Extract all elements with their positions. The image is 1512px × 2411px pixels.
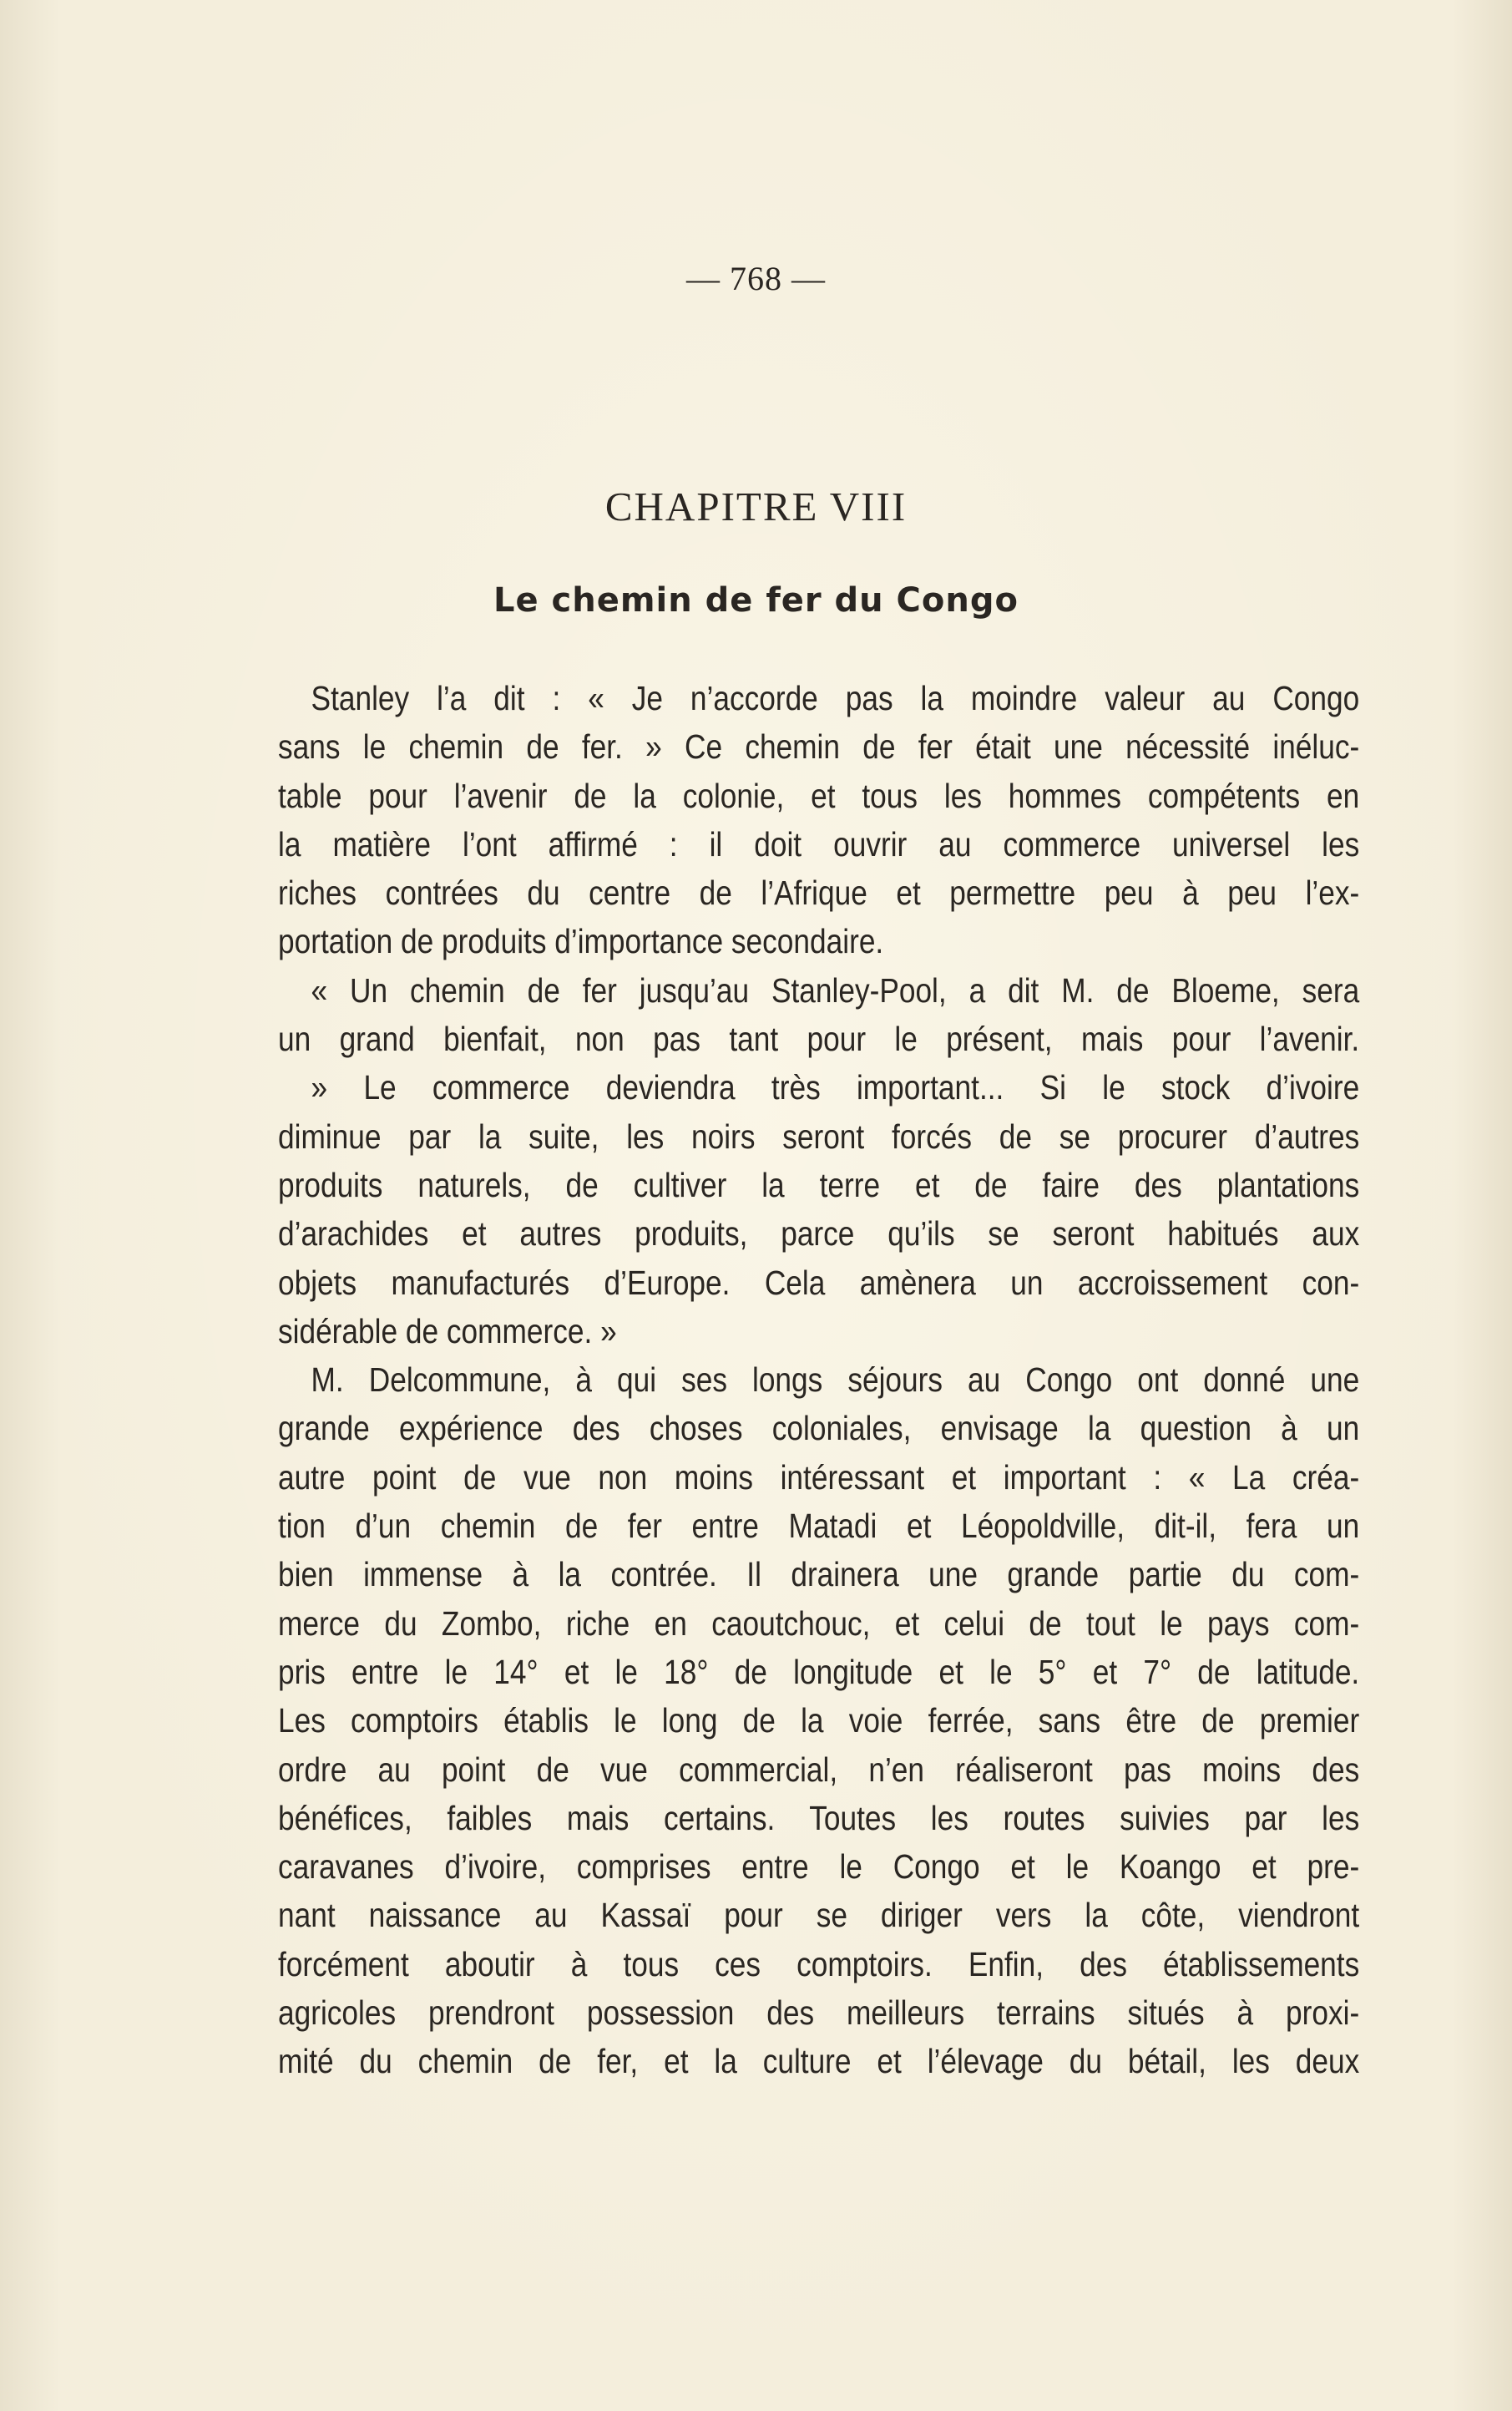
text-line: table pour l’avenir de la colonie, et tous les hommes compétents en	[278, 776, 1360, 815]
text-line: sans le chemin de fer. » Ce chemin de fer était une nécessité inéluc-	[278, 727, 1360, 767]
text-line: sidérable de commerce. »	[278, 1311, 617, 1350]
text-line: riches contrées du centre de l’Afrique et permettre peu à peu l’ex-	[278, 874, 1360, 913]
page-number: — 768 —	[686, 260, 826, 297]
text-line: mité du chemin de fer, et la culture et l’élevage du bétail, les deux	[278, 2042, 1360, 2081]
text-line: produits naturels, de cultiver la terre et de faire des plantations	[278, 1165, 1360, 1204]
text-line: agricoles prendront possession des meilleurs terrains situés à proxi-	[278, 1993, 1360, 2033]
text-line: d’arachides et autres produits, parce qu’ils se seront habitués aux	[278, 1214, 1360, 1254]
text-line: M. Delcommune, à qui ses longs séjours au Congo ont donné une	[311, 1360, 1360, 1400]
text-line: tion d’un chemin de fer entre Matadi et Léopoldville, dit-il, fera un	[278, 1507, 1360, 1546]
text-line: merce du Zombo, riche en caoutchouc, et celui de tout le pays com-	[278, 1603, 1360, 1643]
chapter-title: CHAPITRE VIII	[604, 484, 908, 529]
text-line: un grand bienfait, non pas tant pour le présent, mais pour l’avenir.	[278, 1020, 1360, 1059]
text-line: la matière l’ont affirmé : il doit ouvrir au commerce universel les	[278, 824, 1360, 864]
body-text	[278, 674, 1359, 2086]
text-line: « Un chemin de fer jusqu’au Stanley-Pool, a dit M. de Bloeme, sera	[311, 970, 1360, 1010]
text-line: nant naissance au Kassaï pour se diriger vers la côte, viendront	[278, 1896, 1360, 1935]
text-line: portation de produits d’importance secondaire.	[278, 922, 884, 961]
section-title: Le chemin de fer du Congo	[493, 581, 1019, 620]
text-line: » Le commerce deviendra très important... Si le stock d’ivoire	[311, 1068, 1360, 1107]
text-line: forcément aboutir à tous ces comptoirs. Enfin, des établissements	[278, 1944, 1360, 1983]
text-line: grande expérience des choses coloniales, envisage la question à un	[278, 1409, 1360, 1448]
text-line: diminue par la suite, les noirs seront forcés de se procurer d’autres	[278, 1117, 1360, 1156]
text-line: ordre au point de vue commercial, n’en réaliseront pas moins des	[278, 1750, 1360, 1789]
text-line: pris entre le 14° et le 18° de longitude et le 5° et 7° de latitude.	[278, 1652, 1360, 1691]
text-line: Les comptoirs établis le long de la voie ferrée, sans être de premier	[278, 1701, 1360, 1740]
text-line: Stanley l’a dit : « Je n’accorde pas la moindre valeur au Congo	[311, 679, 1360, 717]
text-line: bénéfices, faibles mais certains. Toutes les routes suivies par les	[278, 1798, 1360, 1837]
text-line: bien immense à la contrée. Il drainera une grande partie du com-	[278, 1555, 1360, 1594]
text-line: autre point de vue non moins intéressant et important : « La créa-	[278, 1457, 1360, 1497]
text-line: caravanes d’ivoire, comprises entre le Congo et le Koango et pre-	[278, 1847, 1360, 1887]
text-line: objets manufacturés d’Europe. Cela amènera un accroissement con-	[278, 1263, 1360, 1302]
